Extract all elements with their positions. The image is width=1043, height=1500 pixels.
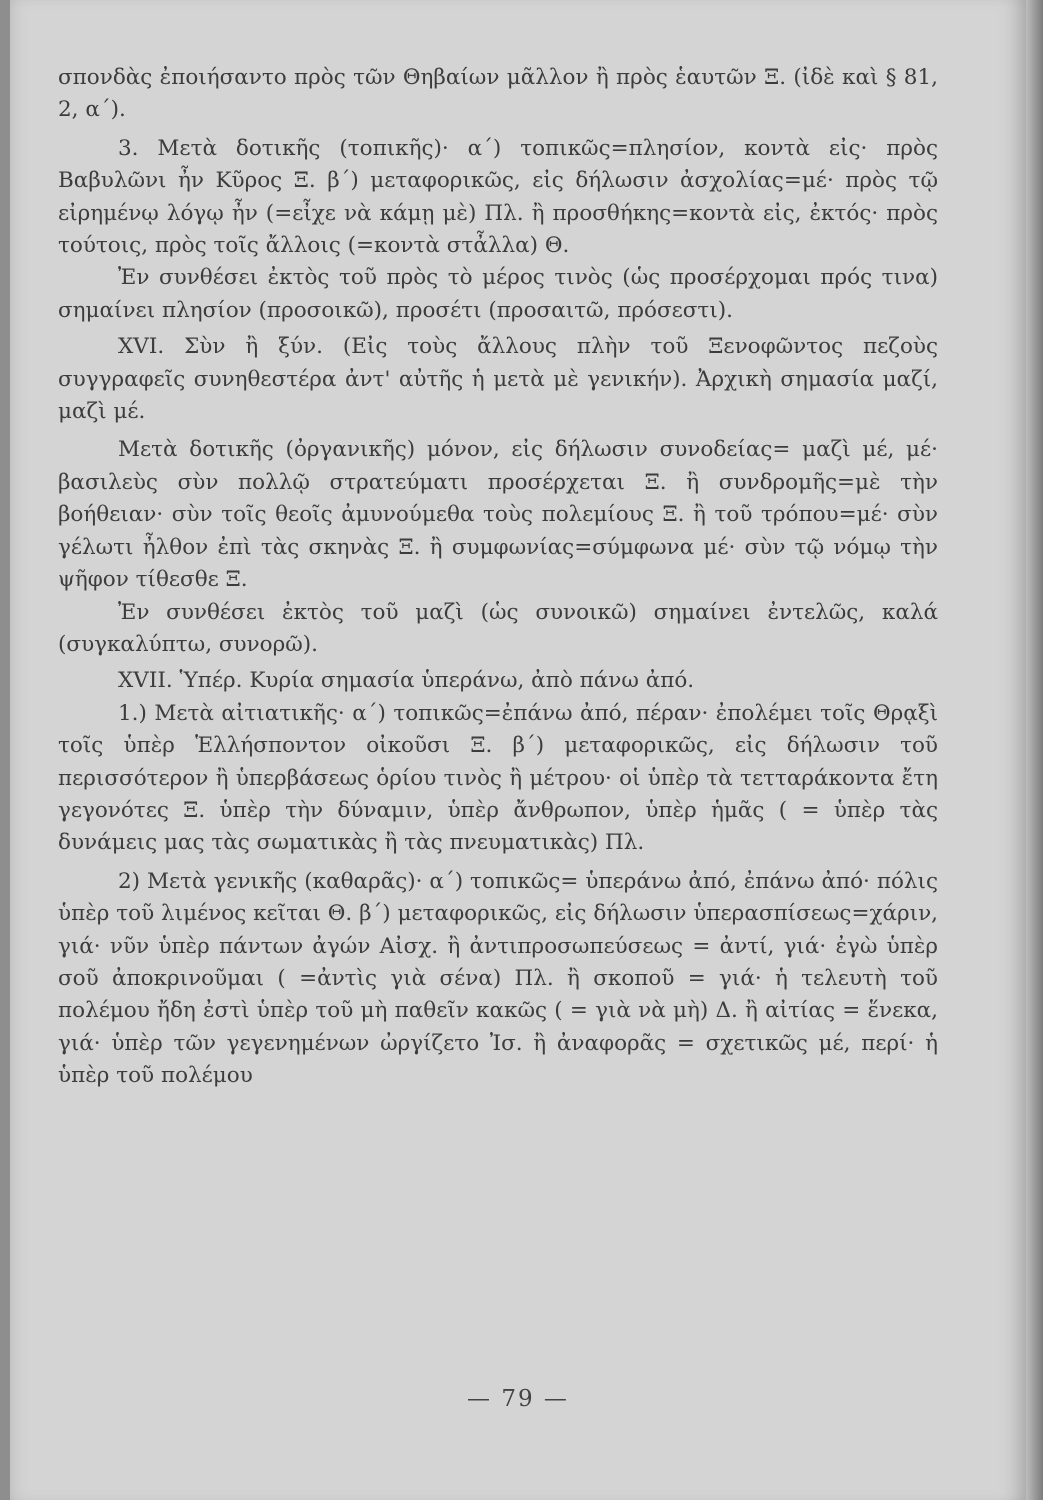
page-number: — 79 — — [467, 1386, 569, 1412]
section-heading-paragraph: XVI. Σὺν ἢ ξύν. (Εἰς τοὺς ἄλλους πλὴν τοῦ Ξενοφῶντος πεζοὺς συγγραφεῖς συνηθεστέρα ἀντ' αὐτῆς ἡ μετὰ μὲ γενικήν). Ἀρχικὴ σημασία μαζί, μαζὶ μέ. — [58, 334, 938, 425]
page-text — [58, 62, 938, 1093]
book-spine-edge — [1026, 0, 1043, 1500]
paragraph: Ἐν συνθέσει ἐκτὸς τοῦ πρὸς τὸ μέρος τινὸς (ὡς προσέρχομαι πρός τινα) σημαίνει πλησίον (προσοικῶ), προσέτι (προσαιτῶ, πρόσεστι). — [58, 265, 938, 323]
paragraph: 3. Μετὰ δοτικῆς (τοπικῆς)· α΄) τοπικῶς=πλησίον, κοντὰ εἰς· πρὸς Βαβυλῶνι ἦν Κῦρος Ξ. β΄) μεταφορικῶς, εἰς δήλωσιν ἀσχολίας=μέ· πρὸς τῷ εἰρημένῳ λόγῳ ἦν (=εἶχε νὰ κάμῃ μὲ) Πλ. ἢ προσθήκης=κοντὰ εἰς, ἐκτός· πρὸς τούτοις, πρὸς τοῖς ἄλλοις (=κοντὰ στἆλλα) Θ. — [58, 135, 938, 259]
paragraph: 1.) Μετὰ αἰτιατικῆς· α΄) τοπικῶς=ἐπάνω ἀπό, πέραν· ἐπολέμει τοῖς Θρᾳξὶ τοῖς ὑπὲρ Ἑλλήσποντον οἰκοῦσι Ξ. β΄) μεταφορικῶς, εἰς δήλωσιν τοῦ περισσότερον ἢ ὑπερβάσεως ὁρίου τινὸς ἢ μέτρου· οἱ ὑπὲρ τὰ τετταράκοντα ἔτη γεγονότες Ξ. ὑπὲρ τὴν δύναμιν, ὑπὲρ ἄνθρωπον, ὑπὲρ ἡμᾶς ( = ὑπὲρ τὰς δυνάμεις μας τὰς σωματικὰς ἢ τὰς πνευματικὰς) Πλ. — [58, 700, 938, 856]
paragraph: 2) Μετὰ γενικῆς (καθαρᾶς)· α΄) τοπικῶς= ὑπεράνω ἀπό, ἐπάνω ἀπό· πόλις ὑπὲρ τοῦ λιμένος κεῖται Θ. β΄) μεταφορικῶς, εἰς δήλωσιν ὑπερασπίσεως=χάριν, γιά· νῦν ὑπὲρ πάντων ἀγών Αἰσχ. ἢ ἀντιπροσωπεύσεως = ἀντί, γιά· ἐγὼ ὑπὲρ σοῦ ἀποκρινοῦμαι ( =ἀντὶς γιὰ σένα) Πλ. ἢ σκοποῦ = γιά· ἡ τελευτὴ τοῦ πολέμου ἤδη ἐστὶ ὑπὲρ τοῦ μὴ παθεῖν κακῶς ( = γιὰ νὰ μὴ) Δ. ἢ αἰτίας = ἕνεκα, γιά· ὑπὲρ τῶν γεγενημένων ὠργίζετο Ἰσ. ἢ ἀναφορᾶς = σχετικῶς μέ, περί· ἡ ὑπὲρ τοῦ πολέμου — [58, 868, 938, 1089]
paragraph: Ἐν συνθέσει ἐκτὸς τοῦ μαζὶ (ὡς συνοικῶ) σημαίνει ἐντελῶς, καλά (συγκαλύπτω, συνορῶ). — [58, 599, 938, 657]
section-heading-paragraph: XVII. Ὑπέρ. Κυρία σημασία ὑπεράνω, ἀπὸ πάνω ἀπό. — [118, 668, 695, 694]
book-page — [10, 0, 1026, 1500]
paragraph: Μετὰ δοτικῆς (ὀργανικῆς) μόνον, εἰς δήλωσιν συνοδείας= μαζὶ μέ, μέ· βασιλεὺς σὺν πολλῷ στρατεύματι προσέρχεται Ξ. ἢ συνδρομῆς=μὲ τὴν βοήθειαν· σὺν τοῖς θεοῖς ἀμυνούμεθα τοὺς πολεμίους Ξ. ἢ τοῦ τρόπου=μέ· σὺν γέλωτι ἦλθον ἐπὶ τὰς σκηνὰς Ξ. ἢ συμφωνίας=σύμφωνα μέ· σὺν τῷ νόμῳ τὴν ψῆφον τίθεσθε Ξ. — [58, 437, 938, 593]
paragraph: σπονδὰς ἐποιήσαντο πρὸς τῶν Θηβαίων μᾶλλον ἢ πρὸς ἑαυτῶν Ξ. (ἰδὲ καὶ § 81, 2, α΄). — [58, 65, 938, 123]
